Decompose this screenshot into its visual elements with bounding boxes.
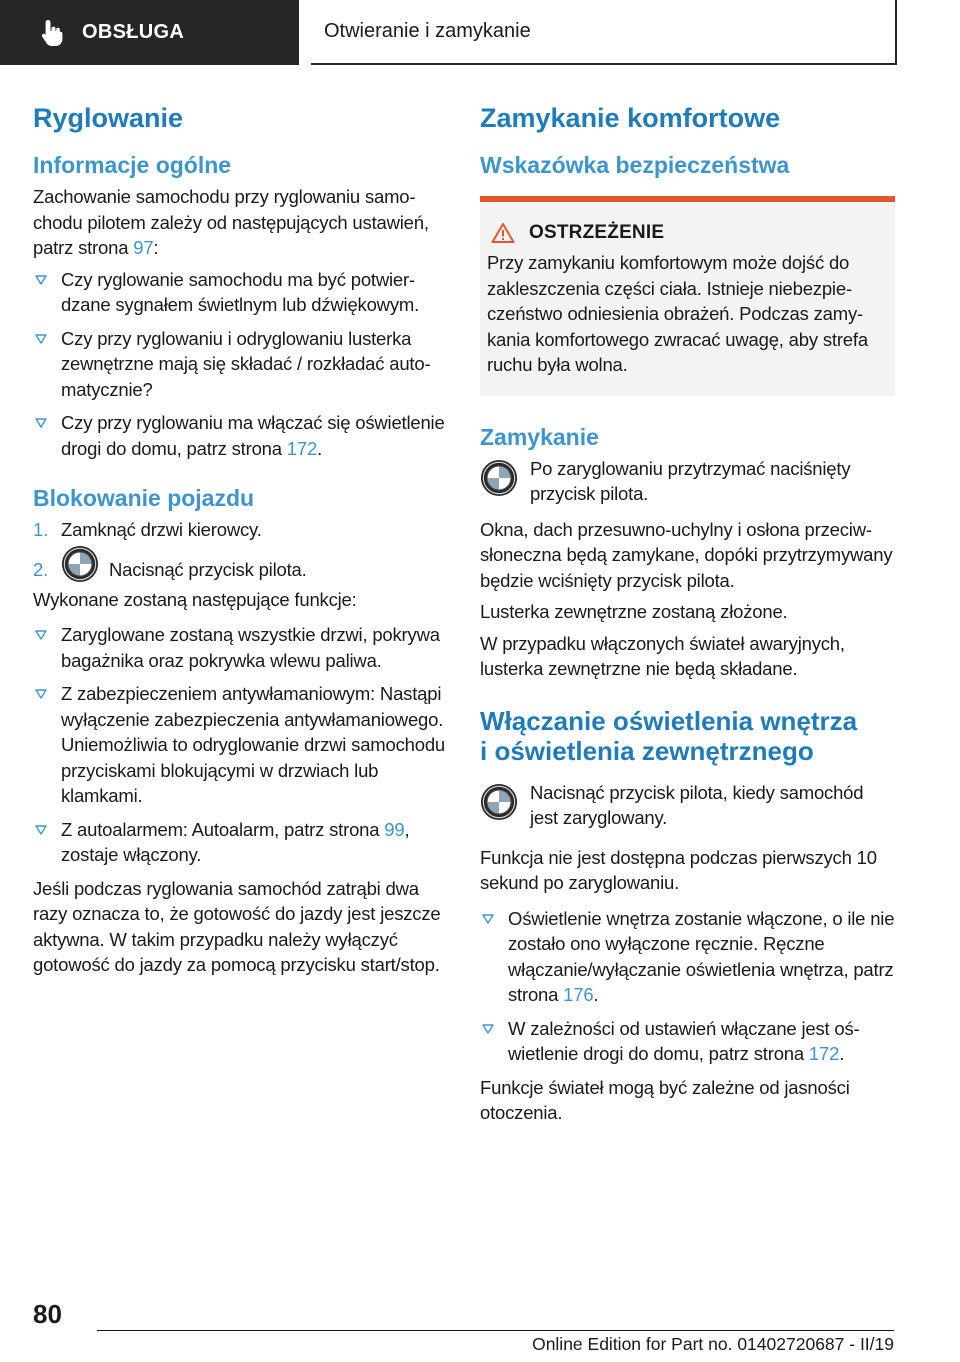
triangle-bullet-icon (35, 334, 47, 344)
bmw-remote-key-icon (61, 545, 99, 583)
page-link[interactable]: 172 (808, 1043, 840, 1064)
page-link[interactable]: 172 (286, 437, 318, 459)
functions-list (33, 622, 445, 868)
horn-note: Jeśli podczas ryglowania samochód zatrąbi dwa razy oznacza to, że gotowość do jazdy jest jeszcze aktywna. W takim przypadku należy wyłączyć gotowość do jazdy za pomocą przycisku start/stop. (33, 877, 441, 976)
triangle-bullet-icon (35, 630, 47, 640)
closing-paragraph: W przypadku włączonych świateł awaryjnych, lusterka zewnętrzne nie będą składane. (480, 632, 845, 679)
section-tab (0, 0, 299, 65)
lights-paragraph: Funkcja nie jest dostępna podczas pierwszych 10 sekund po zaryglowaniu. (480, 846, 877, 893)
list-item: W zależności od ustawień włączane jest oświetlenie drogi do domu, patrz strona 172. (480, 1016, 895, 1067)
section-title-lights: Włączanie oświetlenia wnętrza i oświetlenia zewnętrznego (480, 705, 858, 766)
closing-paragraph: Okna, dach przesuwno-uchylny i osłona przeciwsłoneczna będą zamykane, dopóki przytrzymywany będzie wciśnięty przycisk pilota. (480, 518, 893, 591)
right-column (480, 100, 895, 1132)
lights-list (480, 906, 895, 1067)
settings-list (33, 267, 445, 462)
warning-triangle-icon (491, 222, 515, 244)
heading-closing: Zamykanie (480, 423, 599, 450)
warning-title (491, 222, 887, 244)
triangle-bullet-icon (35, 689, 47, 699)
section-name: OBSŁUGA (82, 21, 185, 43)
page-link[interactable]: 97 (133, 237, 154, 258)
section-title-ryglowanie: Ryglowanie (33, 103, 184, 133)
closing-instruction: Po zaryglowaniu przytrzymać naciśnięty przycisk pilota. (480, 456, 895, 507)
hand-pointer-icon (40, 18, 64, 48)
triangle-bullet-icon (482, 1024, 494, 1034)
bmw-remote-key-icon (480, 459, 518, 497)
step-item: 1. Zamknąć drzwi kierowcy. (33, 519, 262, 540)
chapter-name: Otwieranie i zamykanie (324, 20, 531, 42)
warning-box (480, 196, 895, 396)
triangle-bullet-icon (35, 275, 47, 285)
list-item: Zaryglowane zostaną wszystkie drzwi, pokrywa bagażnika oraz pokrywka wlewu paliwa. (33, 622, 445, 673)
lights-paragraph: Funkcje świateł mogą być zależne od jasności otoczenia. (480, 1076, 850, 1123)
footer-divider (97, 1330, 894, 1331)
heading-general-info: Informacje ogólne (33, 152, 232, 178)
chapter-tab (311, 0, 897, 65)
general-intro: Zachowanie samochodu przy ryglowaniu samochodu pilotem zależy od następujących ustawień, patrz strona 97: (33, 186, 429, 258)
section-title-comfort-closing: Zamykanie komfortowe (480, 103, 781, 133)
triangle-bullet-icon (482, 914, 494, 924)
edition-info: Online Edition for Part no. 01402720687 - II/19 (532, 1334, 894, 1354)
list-item: Czy przy ryglowaniu ma włączać się oświetlenie drogi do domu, patrz strona 172. (33, 410, 445, 461)
page-number: 80 (33, 1299, 62, 1329)
list-item: Czy ryglowanie samochodu ma być potwierdzane sygnałem świetlnym lub dźwiękowym. (33, 267, 445, 318)
lock-steps (33, 517, 445, 583)
warning-label: OSTRZEŻENIE (529, 222, 665, 243)
lights-instruction: Nacisnąć przycisk pilota, kiedy samochód jest zaryglowany. (480, 780, 895, 831)
bmw-remote-key-icon (480, 783, 518, 821)
list-item: Z zabezpieczeniem antywłamaniowym: Nastąpi wyłączenie zabezpieczenia antywłamaniowego. Uniemożliwia to odryglowanie drzwi samochodu przyciskami blokującymi w drzwiach lub klamkami. (33, 681, 445, 809)
page-link[interactable]: 176 (563, 984, 594, 1005)
left-column (33, 100, 445, 984)
page-link[interactable]: 99 (384, 818, 405, 840)
list-item: Z autoalarmem: Autoalarm, patrz strona 99, zostaje włączony. (33, 817, 445, 868)
closing-paragraph: Lusterka zewnętrzne zostaną złożone. (480, 601, 788, 622)
triangle-bullet-icon (35, 825, 47, 835)
warning-text: Przy zamykaniu komfortowym może dojść do zakleszczenia części ciała. Istnieje niebezpieczeństwo odniesienia obrażeń. Podczas zamykania komfortowego zwracać uwagę, aby strefa ruchu była wolna. (487, 252, 868, 375)
heading-lock-vehicle: Blokowanie pojazdu (33, 485, 255, 511)
heading-safety-note: Wskazówka bezpieczeństwa (480, 152, 790, 178)
functions-intro: Wykonane zostaną następujące funkcje: (33, 588, 357, 610)
list-item: Czy przy ryglowaniu i odryglowaniu lusterka zewnętrzne mają się składać / rozkładać automatycznie? (33, 326, 445, 403)
triangle-bullet-icon (35, 418, 47, 428)
step-item: 2. Nacisnąć przycisk pilota. (33, 557, 445, 583)
list-item: Oświetlenie wnętrza zostanie włączone, o ile nie zostało ono wyłączone ręcznie. Ręczne włączanie/wyłączanie oświetlenia wnętrza, patrz strona 176. (480, 906, 895, 1008)
